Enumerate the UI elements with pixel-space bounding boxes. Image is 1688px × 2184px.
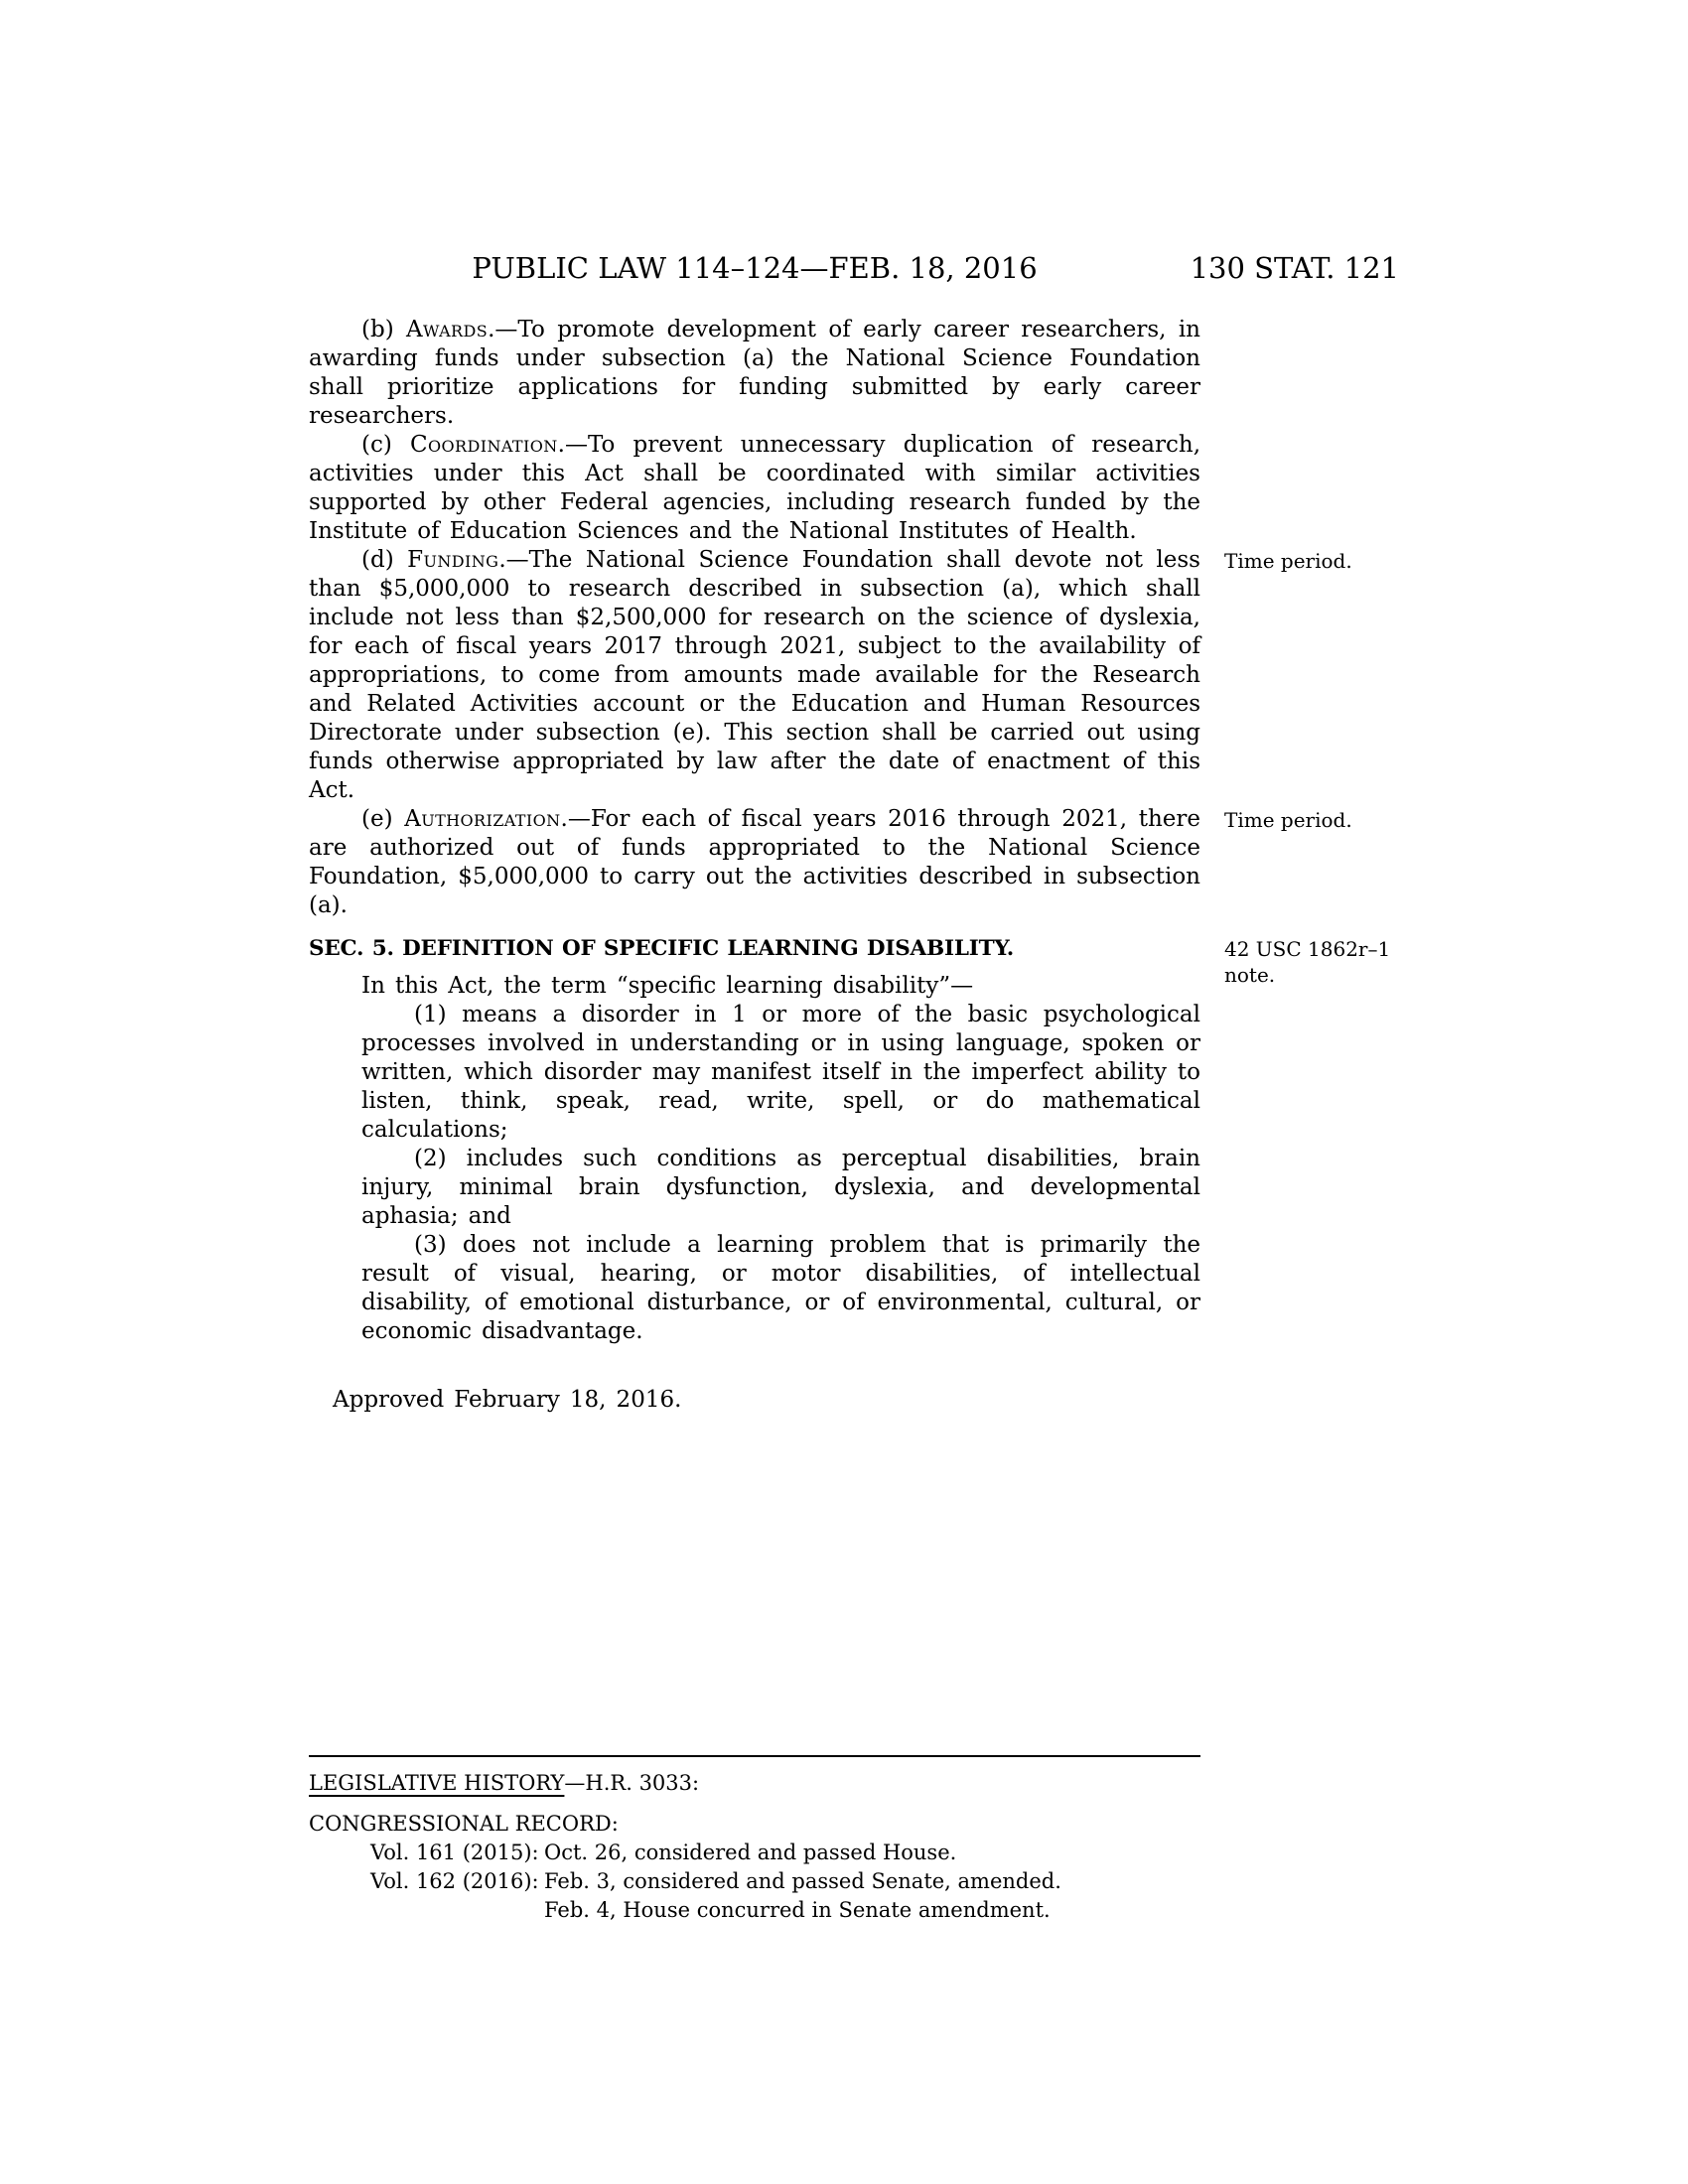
paragraph-e-authorization bbox=[309, 805, 1200, 920]
paragraph-label: (e) bbox=[361, 806, 405, 832]
paragraph-d-funding bbox=[309, 546, 1200, 805]
record-entry bbox=[309, 1839, 1200, 1867]
legislative-history-title-underlined: LEGISLATIVE HISTORY bbox=[309, 1771, 565, 1795]
paragraph-c-coordination bbox=[309, 431, 1200, 546]
paragraph-label: (d) bbox=[361, 547, 408, 573]
paragraph-term: Coordination bbox=[410, 432, 558, 458]
paragraph-text: .—For each of fiscal years 2016 through 2021, there are authorized out of funds appropriated to the National Science Foundation, $5,000,000 to carry out the activities described in subsection (a). bbox=[309, 806, 1200, 918]
record-entry-text: Feb. 3, considered and passed Senate, amended. bbox=[544, 1869, 1061, 1893]
definition-item-3: (3) does not include a learning problem that is primarily the result of visual, hearing, or motor disabilities, of intellectual disability, of emotional disturbance, or of environmental, cultural, or economic disadvantage. bbox=[361, 1232, 1200, 1344]
paragraph-text: .—To promote development of early career researchers, in awarding funds under subsection (a) the National Science Foundation shall prioritize applications for funding submitted by early career researchers. bbox=[309, 317, 1200, 429]
page-title: PUBLIC LAW 114–124—FEB. 18, 2016 bbox=[472, 251, 1038, 285]
section-5-heading: SEC. 5. DEFINITION OF SPECIFIC LEARNING DISABILITY. bbox=[309, 936, 1015, 961]
body-column bbox=[309, 316, 1200, 1415]
approval-line: Approved February 18, 2016. bbox=[333, 1387, 682, 1413]
definition-item-1: (1) means a disorder in 1 or more of the basic psychological processes involved in understanding or in using language, spoken or written, which disorder may manifest itself in the imperfect ability to listen, think, speak, read, write, spell, or do mathematical calculations; bbox=[361, 1002, 1200, 1143]
paragraph-b-awards bbox=[309, 316, 1200, 431]
legislative-history-rule bbox=[309, 1755, 1200, 1757]
section-5-intro: In this Act, the term “specific learning disability”— bbox=[361, 973, 974, 999]
paragraph-label: (c) bbox=[361, 432, 411, 458]
congressional-record-heading: CONGRESSIONAL RECORD: bbox=[309, 1812, 619, 1836]
paragraph-term: Funding bbox=[407, 547, 499, 573]
margin-note-time-period-funding: Time period. bbox=[1224, 549, 1352, 573]
definition-item-2: (2) includes such conditions as perceptual disabilities, brain injury, minimal brain dysfunction, dyslexia, and developmental aphasia; and bbox=[361, 1146, 1200, 1229]
paragraph-term: Awards bbox=[406, 317, 489, 342]
legislative-history-block bbox=[309, 1755, 1200, 1925]
paragraph-text: .—To prevent unnecessary duplication of research, activities under this Act shall be coordinated with similar activities supported by other Federal agencies, including research funded by the Institute of Education Sciences and the National Institutes of Health. bbox=[309, 432, 1200, 544]
record-entry-volume: Vol. 161 (2015): bbox=[370, 1841, 539, 1864]
margin-note-usc-citation: 42 USC 1862r–1 note. bbox=[1224, 937, 1391, 987]
legislative-history-bill-number: —H.R. 3033: bbox=[564, 1771, 700, 1795]
stat-page-number: 130 STAT. 121 bbox=[1190, 251, 1399, 285]
record-entry-text: Feb. 4, House concurred in Senate amendment. bbox=[544, 1898, 1051, 1922]
record-entry bbox=[309, 1867, 1200, 1896]
paragraph-text: .—The National Science Foundation shall devote not less than $5,000,000 to research described in subsection (a), which shall include not less than $2,500,000 for research on the science of dyslexia, for each of fiscal years 2017 through 2021, subject to the availability of appropriations, to come from amounts made available for the Research and Related Activities account or the Education and Human Resources Directorate under subsection (e). This section shall be carried out using funds otherwise appropriated by law after the date of enactment of this Act. bbox=[309, 547, 1200, 803]
paragraph-term: Authorization bbox=[404, 806, 561, 832]
margin-note-time-period-authorization: Time period. bbox=[1224, 808, 1352, 832]
paragraph-label: (b) bbox=[361, 317, 407, 342]
record-entry bbox=[309, 1896, 1200, 1925]
legislative-history-title bbox=[309, 1769, 1200, 1798]
record-entry-text: Oct. 26, considered and passed House. bbox=[544, 1841, 957, 1864]
record-entry-volume: Vol. 162 (2016): bbox=[370, 1869, 539, 1893]
